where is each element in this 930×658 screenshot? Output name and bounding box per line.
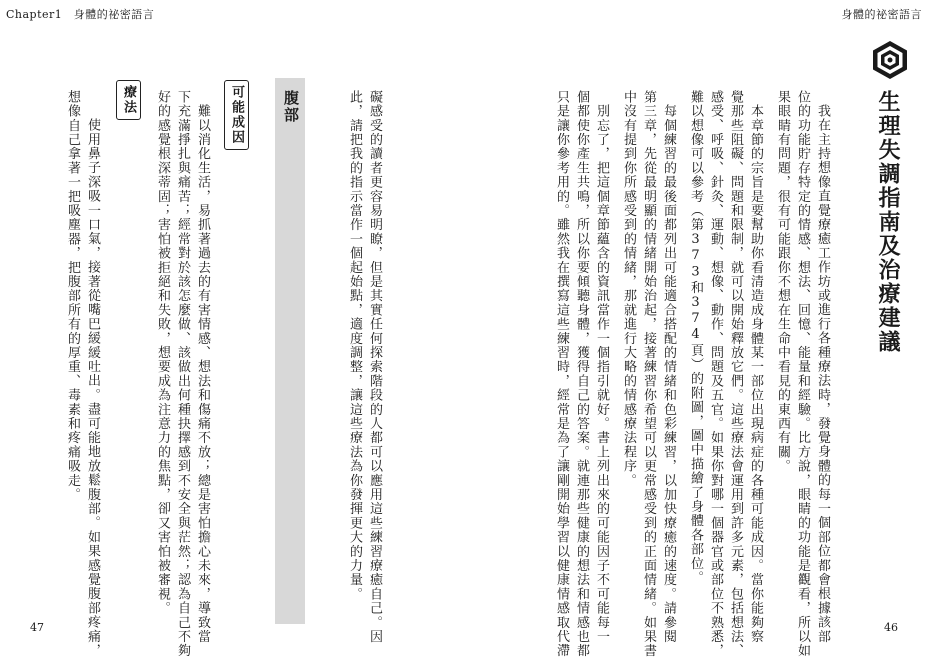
right-text-column: 中沒有提到你所感受到的情緒，那就進行大略的情感療法程序。 [621, 90, 636, 488]
right-text-column: 每個練習的最後面都列出可能適合搭配的情緒和色彩練習，以加快療癒的速度。請參閱 [661, 90, 676, 644]
right-text-column: 只是讓你參考用的。雖然我在撰寫這些練習時，經常是為了讓剛開始學習以健康情感取代滯 [554, 90, 569, 658]
right-running-header: 身體的祕密語言 [841, 8, 922, 21]
page-title: 生理失調指南及治療建議 [875, 90, 900, 354]
left-page-number: 47 [30, 621, 44, 634]
causes-text-column: 難以消化生活，易抓著過去的有害情感、想法和傷痛不放；總是害怕擔心未來，導致當 [195, 90, 210, 644]
right-text-column: 位的功能貯存特定的情感、想法、回憶、能量和經驗。比方說，眼睛的功能是觀看，所以如 [795, 90, 810, 658]
left-intro-column: 礙感受的讀者更容易明瞭，但是其實任何探索階段的人都可以應用這些練習療癒自己。因 [367, 90, 382, 644]
right-text-column: 果眼睛有問題，很有可能跟你不想在生命中看見的東西有關。 [775, 90, 790, 474]
right-text-column: 別忘了，把這個章節蘊含的資訊當作一個指引就好。書上列出來的可能因子不可能每一 [594, 90, 609, 644]
left-running-header: Chapter1 身體的祕密語言 [6, 8, 155, 21]
causes-text-column: 下充滿掙扎與痛苦；經常對於該怎麼做、該做出何種抉擇感到不安全與茫然；認為自己不夠 [175, 90, 190, 658]
right-text-column: 難以想像可以參考（第373和374頁）的附圖，圖中描繪了身體各部位。 [688, 90, 703, 585]
section-title-bar [275, 78, 305, 624]
right-text-column: 第三章，先從最明顯的情緒開始治起，接著練習你希望可以更常感受到的正面情緒。如果書 [641, 90, 656, 658]
right-text-column: 我在主持想像直覺療癒工作坊或進行各種療法時，發覺身體的每一個部位都會根據該部 [815, 104, 830, 644]
right-page-number: 46 [884, 621, 898, 634]
right-text-column: 個都使你產生共鳴，所以你要傾聽身體，獲得自己的答案。就連那些健康的想法和情感也都 [574, 90, 589, 658]
section-title: 腹部 [282, 90, 300, 124]
therapy-text-column: 使用鼻子深吸一口氣，接著從嘴巴緩緩吐出。盡可能地放鬆腹部。如果感覺腹部疼痛， [85, 104, 100, 658]
therapy-label: 療法 [116, 80, 141, 120]
right-text-column: 感受、呼吸、針灸、運動、想像、動作、問題及五官。如果你對哪一個器官或部位不熟悉， [708, 90, 723, 658]
right-text-column: 本章節的宗旨是要幫助你看清造成身體某一部位出現病症的各種可能成因。當你能夠察 [748, 90, 763, 644]
therapy-text-column: 想像自己拿著一把吸塵器，把腹部所有的厚重、毒素和疼痛吸走。 [65, 90, 80, 502]
hexagon-emblem-icon [870, 40, 910, 80]
right-text-column: 覺那些阻礙、問題和限制，就可以開始釋放它們。這些療法會運用到許多元素，包括想法、 [728, 90, 743, 658]
causes-text-column: 好的感覺根深蒂固；害怕被拒絕和失敗，想要成為注意力的焦點，卻又害怕被審視。 [155, 90, 170, 616]
causes-label: 可能成因 [224, 80, 249, 150]
left-intro-column: 此，請把我的指示當作一個起始點，適度調整，讓這些療法為你發揮更大的力量。 [347, 90, 362, 602]
